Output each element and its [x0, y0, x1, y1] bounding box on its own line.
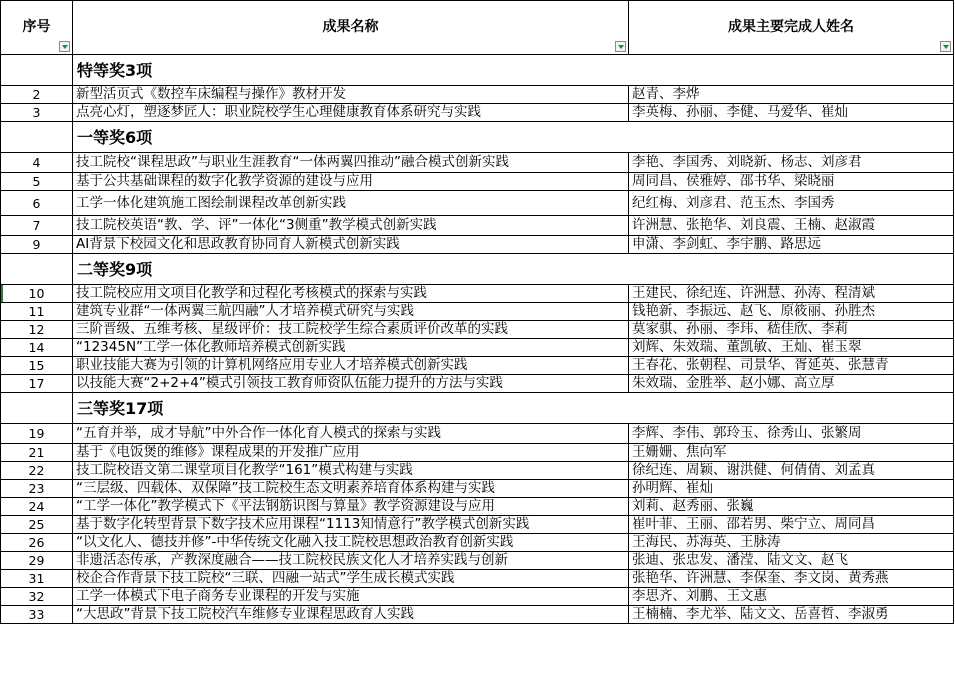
section-title[interactable]: 三等奖17项: [73, 393, 954, 424]
table-row: [1, 86, 954, 104]
cell-name[interactable]: AI背景下校园文化和思政教育协同育人新模式创新实践: [73, 236, 629, 254]
cell-name[interactable]: 技工院校英语“教、学、评”一体化“3侧重”教学模式创新实践: [73, 216, 629, 236]
cell-people[interactable]: 莫家骐、孙丽、李玮、嵇佳欣、李莉: [629, 321, 954, 339]
table-row: [1, 375, 954, 393]
header-seq: [1, 1, 73, 55]
cell-name[interactable]: 技工院校“课程思政”与职业生涯教育“一体两翼四推动”融合模式创新实践: [73, 153, 629, 173]
section-title[interactable]: 特等奖3项: [73, 55, 954, 86]
header-row: [1, 1, 954, 55]
table-row: [1, 606, 954, 624]
cell-name[interactable]: “工学一体化”教学模式下《平法钢筋识图与算量》教学资源建设与应用: [73, 498, 629, 516]
cell-people[interactable]: 李辉、李伟、郭玲玉、徐秀山、张繁周: [629, 424, 954, 444]
cell-no[interactable]: 15: [1, 357, 73, 375]
cell-people[interactable]: 孙明辉、崔灿: [629, 480, 954, 498]
table-row: [1, 153, 954, 173]
filter-dropdown-icon[interactable]: [59, 41, 70, 52]
table-row: [1, 191, 954, 216]
header-name: [73, 1, 629, 55]
cell-people[interactable]: 刘辉、朱效瑞、董凯敏、王灿、崔玉翠: [629, 339, 954, 357]
cell-people[interactable]: 王春花、张朝程、司景华、胥延英、张慧青: [629, 357, 954, 375]
cell-people[interactable]: 钱艳新、李振远、赵飞、原筱丽、孙胜杰: [629, 303, 954, 321]
cell-name[interactable]: 点亮心灯，塑逐梦匠人：职业院校学生心理健康教育体系研究与实践: [73, 104, 629, 122]
cell-no[interactable]: 5: [1, 173, 73, 191]
table-row: [1, 498, 954, 516]
cell-people[interactable]: 王建民、徐纪连、许洲慧、孙涛、程清斌: [629, 285, 954, 303]
cell-name[interactable]: “大思政”背景下技工院校汽车维修专业课程思政育人实践: [73, 606, 629, 624]
cell-no[interactable]: 9: [1, 236, 73, 254]
cell-no[interactable]: 25: [1, 516, 73, 534]
table-row: [1, 588, 954, 606]
cell-people[interactable]: 崔叶菲、王丽、邵若男、柴宁立、周同昌: [629, 516, 954, 534]
section-title[interactable]: 二等奖9项: [73, 254, 954, 285]
cell-no[interactable]: 33: [1, 606, 73, 624]
cell-no[interactable]: 23: [1, 480, 73, 498]
filter-dropdown-icon[interactable]: [940, 41, 951, 52]
cell-name[interactable]: 三阶晋级、五维考核、星级评价：技工院校学生综合素质评价改革的实践: [73, 321, 629, 339]
cell-name[interactable]: 工学一体模式下电子商务专业课程的开发与实施: [73, 588, 629, 606]
cell-name[interactable]: 非遗活态传承，产教深度融合——技工院校民族文化人才培养实践与创新: [73, 552, 629, 570]
cell-no[interactable]: 21: [1, 444, 73, 462]
cell-people[interactable]: 赵青、李烨: [629, 86, 954, 104]
cell-name[interactable]: 基于《电饭煲的维修》课程成果的开发推广应用: [73, 444, 629, 462]
table-row: [1, 516, 954, 534]
table-row: [1, 444, 954, 462]
cell-no[interactable]: 3: [1, 104, 73, 122]
section-row: [1, 55, 954, 86]
table-row: [1, 534, 954, 552]
table-row: [1, 462, 954, 480]
table-row: [1, 357, 954, 375]
section-blank-cell[interactable]: [1, 55, 73, 86]
table-row: [1, 216, 954, 236]
table-row: [1, 570, 954, 588]
header-name-label: 成果名称: [322, 19, 379, 35]
table-row: [1, 424, 954, 444]
cell-no[interactable]: 14: [1, 339, 73, 357]
cell-people[interactable]: 李艳、李国秀、刘晓新、杨志、刘彦君: [629, 153, 954, 173]
cell-name[interactable]: “12345N”工学一体化教师培养模式创新实践: [73, 339, 629, 357]
cell-people[interactable]: 张迪、张忠发、潘滢、陆文文、赵飞: [629, 552, 954, 570]
cell-name[interactable]: 基于数字化转型背景下数字技术应用课程“1113知情意行”教学模式创新实践: [73, 516, 629, 534]
section-blank-cell[interactable]: [1, 254, 73, 285]
cell-no[interactable]: 10: [1, 285, 73, 303]
cell-name[interactable]: 新型活页式《数控车床编程与操作》教材开发: [73, 86, 629, 104]
header-people-label: 成果主要完成人姓名: [728, 19, 854, 35]
cell-name[interactable]: 技工院校语文第二课堂项目化教学“161”模式构建与实践: [73, 462, 629, 480]
cell-no[interactable]: 32: [1, 588, 73, 606]
cell-no[interactable]: 11: [1, 303, 73, 321]
cell-name[interactable]: “三层级、四载体、双保障”技工院校生态文明素养培育体系构建与实践: [73, 480, 629, 498]
table-row: [1, 285, 954, 303]
table-row: [1, 552, 954, 570]
cell-no[interactable]: 7: [1, 216, 73, 236]
cell-no[interactable]: 26: [1, 534, 73, 552]
cell-people[interactable]: 张艳华、许洲慧、李保奎、李文岗、黄秀燕: [629, 570, 954, 588]
cell-people[interactable]: 王海民、苏海英、王脉涛: [629, 534, 954, 552]
section-row: [1, 393, 954, 424]
table-row: [1, 236, 954, 254]
filter-dropdown-icon[interactable]: [615, 41, 626, 52]
cell-name[interactable]: 工学一体化建筑施工图绘制课程改革创新实践: [73, 191, 629, 216]
table-row: [1, 173, 954, 191]
cell-people[interactable]: 周同昌、侯雅婷、邵书华、梁晓丽: [629, 173, 954, 191]
section-row: [1, 122, 954, 153]
cell-no[interactable]: 24: [1, 498, 73, 516]
cell-people[interactable]: 王楠楠、李尤举、陆文文、岳喜哲、李淑勇: [629, 606, 954, 624]
table-row: [1, 303, 954, 321]
section-blank-cell[interactable]: [1, 393, 73, 424]
section-title[interactable]: 一等奖6项: [73, 122, 954, 153]
cell-no[interactable]: 6: [1, 191, 73, 216]
cell-people[interactable]: 刘莉、赵秀丽、张巍: [629, 498, 954, 516]
header-seq-label: 序号: [22, 19, 51, 35]
cell-name[interactable]: “以文化人、德技并修”-中华传统文化融入技工院校思想政治教育创新实践: [73, 534, 629, 552]
cell-name[interactable]: 基于公共基础课程的数字化教学资源的建设与应用: [73, 173, 629, 191]
cell-no[interactable]: 12: [1, 321, 73, 339]
cell-no[interactable]: 2: [1, 86, 73, 104]
cell-people[interactable]: 李思齐、刘鹏、王文惠: [629, 588, 954, 606]
table-row: [1, 321, 954, 339]
cell-people[interactable]: 纪红梅、刘彦君、范玉杰、李国秀: [629, 191, 954, 216]
cell-no[interactable]: 4: [1, 153, 73, 173]
cell-people[interactable]: 王姗姗、焦向军: [629, 444, 954, 462]
cell-people[interactable]: 许洲慧、张艳华、刘良震、王楠、赵淑霞: [629, 216, 954, 236]
table-row: [1, 480, 954, 498]
cell-no[interactable]: 17: [1, 375, 73, 393]
cell-people[interactable]: 申潇、李剑虹、李宇鹏、路思远: [629, 236, 954, 254]
cell-name[interactable]: 职业技能大赛为引领的计算机网络应用专业人才培养模式创新实践: [73, 357, 629, 375]
cell-people[interactable]: 李英梅、孙丽、李健、马爱华、崔灿: [629, 104, 954, 122]
cell-no[interactable]: 29: [1, 552, 73, 570]
cell-name[interactable]: 校企合作背景下技工院校“三联、四融一站式”学生成长模式实践: [73, 570, 629, 588]
cell-no[interactable]: 22: [1, 462, 73, 480]
cell-name[interactable]: “五育并举，成才导航”中外合作一体化育人模式的探索与实践: [73, 424, 629, 444]
cell-no[interactable]: 31: [1, 570, 73, 588]
cell-name[interactable]: 以技能大赛“2+2+4”模式引领技工教育师资队伍能力提升的方法与实践: [73, 375, 629, 393]
cell-name[interactable]: 技工院校应用文项目化教学和过程化考核模式的探索与实践: [73, 285, 629, 303]
header-people: [629, 1, 954, 55]
cell-people[interactable]: 朱效瑞、金胜举、赵小娜、高立厚: [629, 375, 954, 393]
table-row: [1, 104, 954, 122]
cell-no[interactable]: 19: [1, 424, 73, 444]
cell-people[interactable]: 徐纪连、周颖、谢洪健、何倩倩、刘孟真: [629, 462, 954, 480]
table-row: [1, 339, 954, 357]
section-row: [1, 254, 954, 285]
cell-name[interactable]: 建筑专业群“一体两翼三航四融”人才培养模式研究与实践: [73, 303, 629, 321]
section-blank-cell[interactable]: [1, 122, 73, 153]
